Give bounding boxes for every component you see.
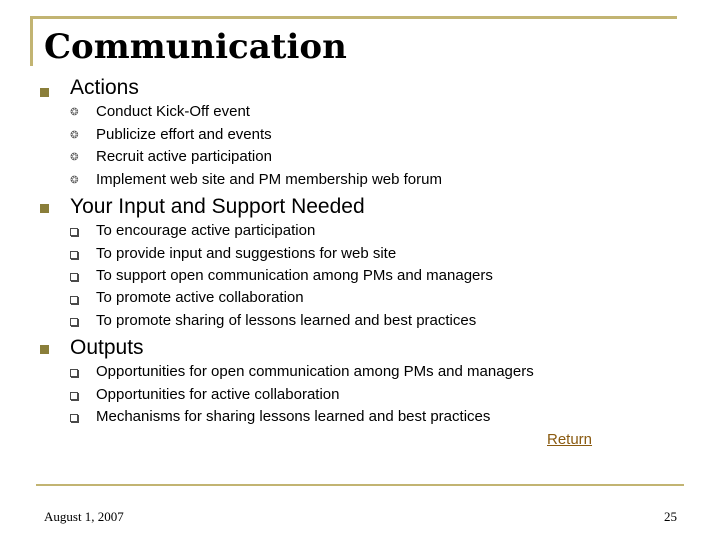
box-bullet-icon [70, 392, 78, 400]
list-item: Mechanisms for sharing lessons learned and best practices [96, 408, 491, 425]
list-item: To encourage active participation [96, 222, 316, 239]
footer-rule [36, 484, 684, 486]
square-bullet-icon [40, 88, 49, 97]
list-item: To provide input and suggestions for web site [96, 245, 397, 262]
section-heading-input-support: Your Input and Support Needed [70, 195, 365, 218]
list-item: To support open communication among PMs and managers [96, 267, 493, 284]
list-item: Recruit active participation [96, 148, 272, 165]
title-frame-left-rule [30, 16, 33, 66]
box-bullet-icon [70, 414, 78, 422]
title-frame-top-rule [30, 16, 677, 19]
box-bullet-icon [70, 251, 78, 259]
dot-bullet-icon: ❂ [70, 107, 79, 118]
list-item: Publicize effort and events [96, 126, 272, 143]
return-link[interactable]: Return [547, 431, 593, 448]
list-item: Opportunities for open communication among PMs and managers [96, 363, 534, 380]
dot-bullet-icon: ❂ [70, 152, 79, 163]
box-bullet-icon [70, 318, 78, 326]
dot-bullet-icon: ❂ [70, 130, 79, 141]
list-item: Conduct Kick-Off event [96, 103, 250, 120]
list-item: Opportunities for active collaboration [96, 386, 340, 403]
list-item: To promote sharing of lessons learned and best practices [96, 312, 477, 329]
box-bullet-icon [70, 273, 78, 281]
list-item: Implement web site and PM membership web forum [96, 171, 442, 188]
box-bullet-icon [70, 296, 78, 304]
page-number: 25 [664, 509, 677, 524]
square-bullet-icon [40, 345, 49, 354]
section-heading-outputs: Outputs [70, 336, 144, 359]
dot-bullet-icon: ❂ [70, 175, 79, 186]
section-heading-actions: Actions [70, 76, 139, 99]
list-item: To promote active collaboration [96, 289, 304, 306]
square-bullet-icon [40, 204, 49, 213]
footer-date: August 1, 2007 [44, 509, 124, 524]
box-bullet-icon [70, 369, 78, 377]
box-bullet-icon [70, 228, 78, 236]
slide-title: Communication [44, 27, 347, 67]
